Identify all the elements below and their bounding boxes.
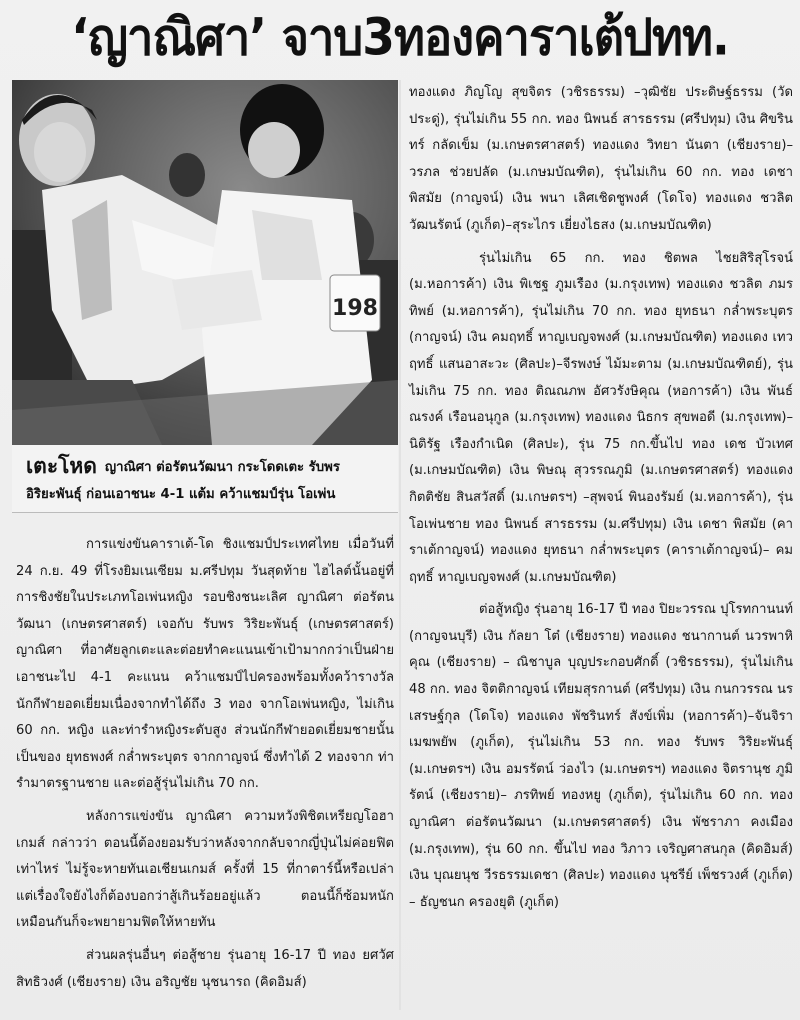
photo-caption bbox=[12, 445, 398, 513]
left-paragraph-1: การแข่งขันคาราเต้-โด ชิงแชมป์ประเทศไทย เมื่อวันที่ 24 ก.ย. 49 ที่โรงยิมเนเซียม ม.ศรีปทุม วันสุดท้าย ไฮไลต์นั้นอยู่ที่การชิงชัยในประเภทโอเพ่นหญิง รอบชิงชนะเลิศ ญาณิศา ต่อรัตนวัฒนา (เกษตรศาสตร์) เจอกับ รับพร วิริยะพันธุ์ (เกษตรศาสตร์) ญาณิศา ที่อาศัยลูกเตะและต่อยทำคะแนนเข้าเป้ามากกว่าเป็นฝ่ายเอาชนะไป 4-1 คะแนน คว้าแชมป์ไปครองพร้อมทั้งคว้ารางวัลนักกีฬายอดเยี่ยมเนื่องจากทำได้ถึง 3 ทอง จากโอเพ่นหญิง, ไม่เกิน 60 กก. หญิง และท่ารำหญิงระดับสูง ส่วนนักกีฬายอดเยี่ยมชายนั้นเป็นของ ยุทธพงศ์ กล่ำพระบุตร จากกาญจน์ ซึ่งทำได้ 2 ทองจาก ท่ารำมาตรฐานชาย และต่อสู้รุ่นไม่เกิน 70 กก. bbox=[16, 537, 394, 792]
caption-lead: เตะโหด bbox=[26, 454, 97, 478]
left-paragraph-3: ส่วนผลรุ่นอื่นๆ ต่อสู้ชาย รุ่นอายุ 16-17 ปี ทอง ยศวัศ สิทธิวงศ์ (เชียงราย) เงิน อริญชัย นุชนารถ (คิดอิมส์) bbox=[16, 947, 394, 990]
headline bbox=[0, 0, 800, 72]
headline-text: ‘ญาณิศา’ จาบ3ทองคาราเต้ปทท. bbox=[71, 7, 729, 67]
karate-photo bbox=[12, 80, 398, 445]
left-paragraph-2: หลังการแข่งขัน ญาณิศา ความหวังพิชิตเหรียญโอฮาเกมส์ กล่าวว่า ตอนนี้ต้องยอมรับว่าหลังจากกลับจากญี่ปุ่นไม่ค่อยฟิตเท่าไหร่ ไม่รู้จะหายทันเอเชียนเกมส์ ครั้งที่ 15 ที่กาตาร์นี้หรือเปล่าแต่เรื่องใจยังไงก็ต้องบอกว่าสู้เกินร้อยอยู่แล้ว ตอนนี้ก็ซ้อมหนักเหมือนกันก็จะพยายามฟิตให้หายทัน bbox=[16, 808, 394, 931]
left-column bbox=[16, 532, 394, 996]
right-column bbox=[409, 80, 793, 916]
right-paragraph-2: รุ่นไม่เกิน 65 กก. ทอง ชิตพล ไชยสิริสุโรจน์ (ม.หอการค้า) เงิน พิเชฐ ภูมเรือง (ม.กรุงเทพ) ทองแดง ชวลิต ภมรทิพย์ (ม.หอการค้า), รุ่นไม่เกิน 70 กก. ทอง ยุทธนา กล่ำพระบุตร (กาญจน์) เงิน คมฤทธิ์ หาญเบญจพงศ์ (ม.เกษมบัณฑิต) ทองแดง เทวฤทธิ์ แสนอาสะวะ (ศิลปะ)–จีรพงษ์ ไม้มะตาม (ม.เกษมบัณฑิตย์), รุ่นไม่เกิน 75 กก. ทอง ติณณภพ อัศวรังษิคุณ (หอการค้า) เงิน พันธ์ณรงค์ เรือนอนุกูล (ม.กรุงเทพ) ทองแดง นิธกร สุขพอดี (ม.กรุงเทพ)–นิติรัฐ เรืองกำเนิด (ศิลปะ), รุ่น 75 กก.ขึ้นไป ทอง เดช บัวเทศ (ม.เกษมบัณฑิต) เงิน พิษณุ สุวรรณภูมิ (ม.เกษตรศาสตร์) ทองแดง กิตติชัย สินสวัสดิ์ (ม.เกษตรฯ) –สุพจน์ พินองรัมย์ (ม.หอการค้า), รุ่นโอเพ่นชาย ทอง นิพนธ์ สารธรรม (ม.ศรีปทุม) เงิน เดชา พิสมัย (คาราเต้กาญจน์) ทองแดง ยุทธนา กล่ำพระบุตร (คาราเต้กาญจน์)– คมฤทธิ์ หาญเบญจพงศ์ (ม.เกษมบัณฑิต) bbox=[409, 250, 793, 585]
bib-number: 198 bbox=[332, 296, 378, 321]
caption-line1: ญาณิศา ต่อรัตนวัฒนา กระโดดเตะ รับพร bbox=[104, 460, 340, 475]
caption-line2: อิริยะพันธุ์ ก่อนเอาชนะ 4-1 แต้ม คว้าแชมป์รุ่น โอเพ่น bbox=[26, 487, 336, 502]
karate-photo-graphic bbox=[12, 80, 398, 445]
column-divider bbox=[399, 80, 401, 1010]
right-paragraph-1: ทองแดง ภิญโญ สุขจิตร (วชิรธรรม) –วุฒิชัย ประดิษฐ์ธรรม (วัดประดู่), รุ่นไม่เกิน 55 กก. ทอง นิพนธ์ สารธรรม (ศรีปทุม) เงิน ศิขรินทร์ กลัดเข็ม (ม.เกษตรศาสตร์) ทองแดง วิทยา นันตา (เชียงราย)–วรภล ช่วยปลัด (ม.เกษมบัณฑิต), รุ่นไม่เกิน 60 กก. ทอง เดชา พิสมัย (กาญจน์) เงิน พนา เลิศเชิดชูพงศ์ (โดโจ) ทองแดง ชวลิต วัฒนรัตน์ (ภูเก็ต)–สุระไกร เยี่ยงไธสง (ม.เกษมบัณฑิต) bbox=[409, 85, 793, 233]
right-paragraph-3: ต่อสู้หญิง รุ่นอายุ 16-17 ปี ทอง ปิยะวรรณ ปุโรทกานนท์ (กาญจนบุรี) เงิน กัลยา โต๋ (เชียงราย) ทองแดง ชนากานต์ นวรพาหิคุณ (เชียงราย) – ณิชาบูล บุญประกอบศักดิ์ (วชิรธรรม), รุ่นไม่เกิน 48 กก. ทอง จิตติกาญจน์ เทียมสุรกานต์ (ศรีปทุม) เงิน กนกวรรณ นรเสรษฐ์กุล (โดโจ) ทองแดง พัชรินทร์ สังข์เพิ่ม (หอการค้า)–จันจิรา เมฆพยัพ (ภูเก็ต), รุ่นไม่เกิน 53 กก. ทอง รับพร วิริยะพันธุ์ (ม.เกษตรฯ) เงิน อมรรัตน์ ว่องไว (ม.เกษตรฯ) ทองแดง จิตรานุช ภูมิรัตน์ (เชียงราย)– ภรทิพย์ ทองหยู (ภูเก็ต), รุ่นไม่เกิน 60 กก. ทอง ญาณิศา ต่อรัตนวัฒนา (ม.เกษตรศาสตร์) เงิน พัชราภา คงเมือง (ม.กรุงเทพ), รุ่น 60 กก. ขึ้นไป ทอง วิภาว เจริญศาสนกุล (คิดอิมส์) เงิน บุณยนุช วีรธรรมเดชา (ศิลปะ) ทองแดง นุชรีย์ เพ็ชรวงศ์ (ภูเก็ต) – ธัญชนก ครองยุติ (ภูเก็ต) bbox=[409, 602, 793, 910]
